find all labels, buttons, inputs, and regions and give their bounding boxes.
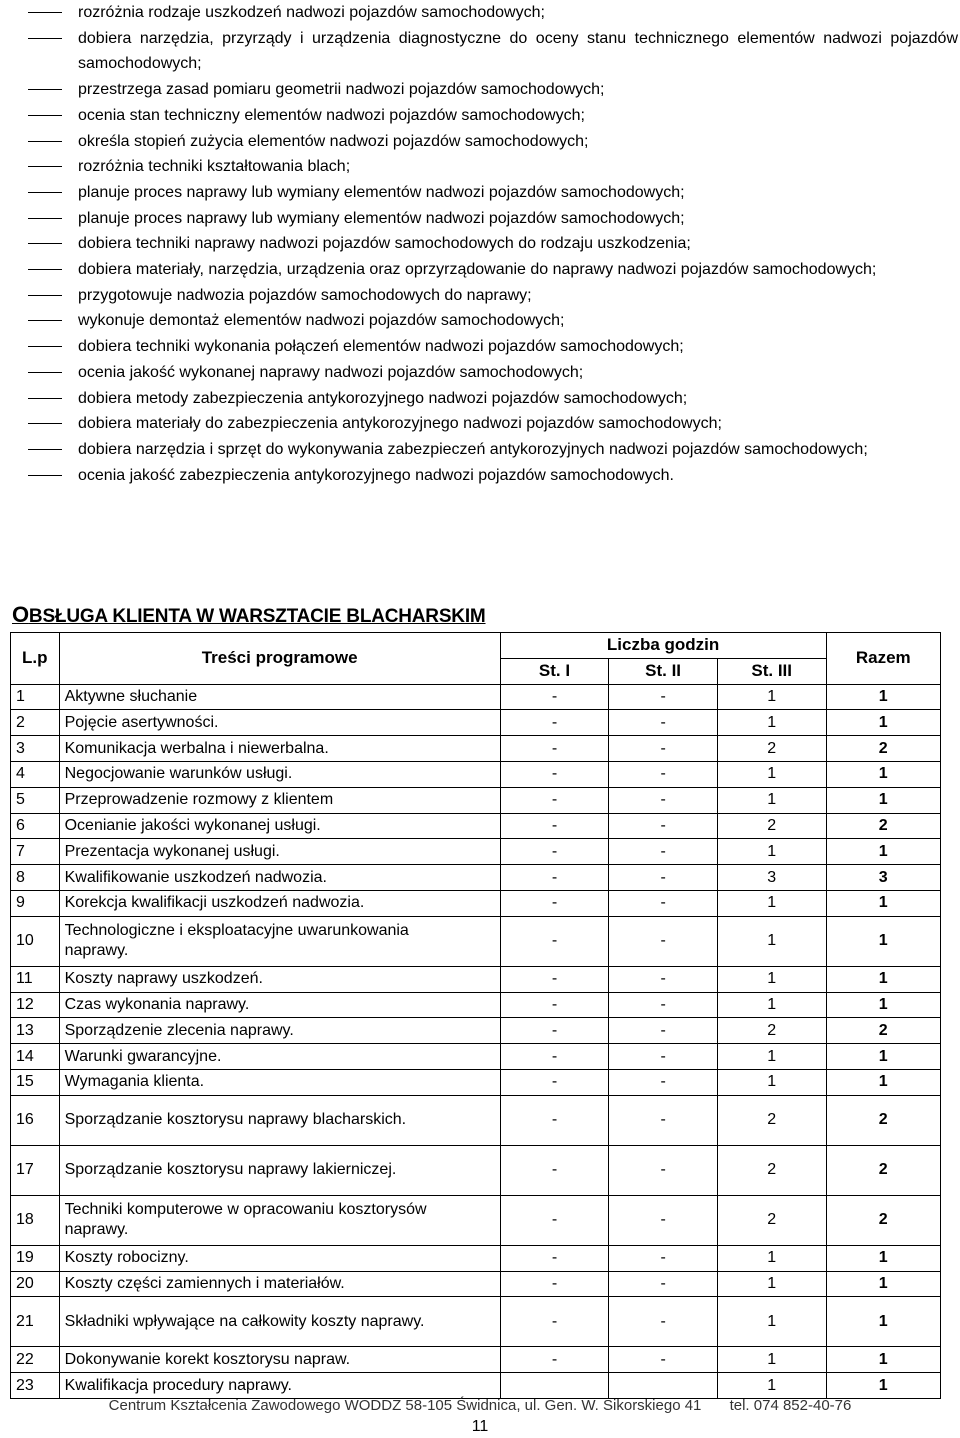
list-item-text: ocenia jakość zabezpieczenia antykorozyjnego nadwozi pojazdów samochodowych. <box>78 466 674 484</box>
cell-st3: 2 <box>717 1195 826 1245</box>
header-st1: St. I <box>500 658 609 684</box>
cell-title: Czas wykonania naprawy. <box>59 992 500 1018</box>
list-item-text: dobiera narzędzia i sprzęt do wykonywania zabezpieczeń antykorozyjnych nadwozi pojazdów samochodowych; <box>78 440 868 458</box>
cell-lp: 17 <box>11 1145 60 1195</box>
cell-st1: - <box>500 1195 609 1245</box>
dash-bullet-icon <box>28 192 62 193</box>
table-row <box>11 1297 941 1347</box>
cell-st1: - <box>500 1297 609 1347</box>
cell-title: Kwalifikowanie uszkodzeń nadwozia. <box>59 865 500 891</box>
cell-title: Kwalifikacja procedury naprawy. <box>59 1373 500 1399</box>
cell-lp: 16 <box>11 1095 60 1145</box>
cell-st3: 1 <box>717 890 826 916</box>
dash-bullet-icon <box>28 398 62 399</box>
list-item <box>28 26 958 77</box>
cell-total: 1 <box>826 1297 940 1347</box>
cell-total: 2 <box>826 1095 940 1145</box>
cell-total: 1 <box>826 710 940 736</box>
cell-st2: - <box>609 1018 718 1044</box>
cell-st2: - <box>609 710 718 736</box>
dash-bullet-icon <box>28 38 62 39</box>
cell-st2: - <box>609 839 718 865</box>
list-item <box>28 437 958 463</box>
cell-total: 2 <box>826 1195 940 1245</box>
cell-st1: - <box>500 1145 609 1195</box>
table-body <box>11 684 941 1398</box>
header-total: Razem <box>826 633 940 685</box>
dash-bullet-icon <box>28 243 62 244</box>
cell-st2: - <box>609 1347 718 1373</box>
dash-bullet-icon <box>28 89 62 90</box>
cell-title: Dokonywanie korekt kosztorysu napraw. <box>59 1347 500 1373</box>
dash-bullet-icon <box>28 295 62 296</box>
cell-lp: 13 <box>11 1018 60 1044</box>
cell-title: Technologiczne i eksploatacyjne uwarunkowania naprawy. <box>59 916 500 966</box>
cell-st1: - <box>500 865 609 891</box>
list-item-text: ocenia stan techniczny elementów nadwozi pojazdów samochodowych; <box>78 106 585 124</box>
cell-title: Wymagania klienta. <box>59 1069 500 1095</box>
table-row <box>11 916 941 966</box>
table-row <box>11 1245 941 1271</box>
list-item <box>28 360 958 386</box>
cell-title: Aktywne słuchanie <box>59 684 500 710</box>
cell-lp: 6 <box>11 813 60 839</box>
cell-lp: 3 <box>11 736 60 762</box>
cell-st2: - <box>609 1245 718 1271</box>
table-header-row <box>11 633 941 659</box>
cell-st2: - <box>609 684 718 710</box>
cell-lp: 2 <box>11 710 60 736</box>
learning-outcomes-list <box>28 0 958 488</box>
cell-st2: - <box>609 865 718 891</box>
list-item-text: dobiera techniki wykonania połączeń elementów nadwozi pojazdów samochodowych; <box>78 338 684 356</box>
cell-st2: - <box>609 966 718 992</box>
table-row <box>11 839 941 865</box>
header-hours: Liczba godzin <box>500 633 826 659</box>
cell-st1: - <box>500 1095 609 1145</box>
section-heading-text: BSŁUGA KLIENTA W WARSZTACIE BLACHARSKIM <box>28 606 486 627</box>
cell-lp: 19 <box>11 1245 60 1271</box>
cell-title: Koszty części zamiennych i materiałów. <box>59 1271 500 1297</box>
cell-lp: 11 <box>11 966 60 992</box>
list-item <box>28 103 958 129</box>
table-row <box>11 992 941 1018</box>
list-item <box>28 77 958 103</box>
table-row <box>11 1095 941 1145</box>
list-item-text: dobiera narzędzia, przyrządy i urządzenia diagnostyczne do oceny stanu technicznego elementów nadwozi pojazdów samochodowych; <box>78 29 958 73</box>
cell-st2: - <box>609 1195 718 1245</box>
cell-st1: - <box>500 992 609 1018</box>
cell-st2: - <box>609 813 718 839</box>
cell-st2: - <box>609 1095 718 1145</box>
cell-st3: 1 <box>717 1297 826 1347</box>
cell-st3: 1 <box>717 1044 826 1070</box>
cell-st2: - <box>609 1297 718 1347</box>
list-item <box>28 283 958 309</box>
cell-st1: - <box>500 684 609 710</box>
dash-bullet-icon <box>28 115 62 116</box>
cell-title: Pojęcie asertywności. <box>59 710 500 736</box>
cell-st3: 1 <box>717 839 826 865</box>
dash-bullet-icon <box>28 141 62 142</box>
cell-st3: 2 <box>717 813 826 839</box>
list-item-text: ocenia jakość wykonanej naprawy nadwozi pojazdów samochodowych; <box>78 363 584 381</box>
cell-st2: - <box>609 992 718 1018</box>
list-item-text: przestrzega zasad pomiaru geometrii nadwozi pojazdów samochodowych; <box>78 81 605 99</box>
cell-st3: 2 <box>717 1145 826 1195</box>
cell-st3: 1 <box>717 916 826 966</box>
table-row <box>11 684 941 710</box>
list-item <box>28 411 958 437</box>
cell-st3: 2 <box>717 1095 826 1145</box>
cell-title: Korekcja kwalifikacji uszkodzeń nadwozia. <box>59 890 500 916</box>
section-heading-initial: O <box>12 602 29 627</box>
cell-st1: - <box>500 1044 609 1070</box>
cell-lp: 15 <box>11 1069 60 1095</box>
dash-bullet-icon <box>28 269 62 270</box>
cell-lp: 22 <box>11 1347 60 1373</box>
cell-total: 2 <box>826 813 940 839</box>
curriculum-table <box>10 632 941 1399</box>
list-item <box>28 154 958 180</box>
cell-st1: - <box>500 710 609 736</box>
cell-st2: - <box>609 1145 718 1195</box>
cell-st3: 1 <box>717 684 826 710</box>
dash-bullet-icon <box>28 12 62 13</box>
cell-st1: - <box>500 916 609 966</box>
page-number: 11 <box>471 1418 489 1435</box>
table-row <box>11 1069 941 1095</box>
list-item-text: określa stopień zużycia elementów nadwozi pojazdów samochodowych; <box>78 132 589 150</box>
list-item-text: planuje proces naprawy lub wymiany elementów nadwozi pojazdów samochodowych; <box>78 209 685 227</box>
list-item-text: dobiera metody zabezpieczenia antykorozyjnego nadwozi pojazdów samochodowych; <box>78 389 688 407</box>
dash-bullet-icon <box>28 166 62 167</box>
cell-lp: 14 <box>11 1044 60 1070</box>
list-item-text: przygotowuje nadwozia pojazdów samochodowych do naprawy; <box>78 286 532 304</box>
dash-bullet-icon <box>28 372 62 373</box>
cell-st1: - <box>500 1018 609 1044</box>
table-row <box>11 966 941 992</box>
list-item-text: rozróżnia techniki kształtowania blach; <box>78 158 351 176</box>
table-row <box>11 787 941 813</box>
cell-st2: - <box>609 1271 718 1297</box>
cell-st3: 2 <box>717 736 826 762</box>
cell-st2 <box>609 1373 718 1399</box>
cell-title: Sporządzanie kosztorysu naprawy blacharskich. <box>59 1095 500 1145</box>
table-row <box>11 1145 941 1195</box>
table-row <box>11 813 941 839</box>
section-heading <box>12 602 486 628</box>
cell-total: 1 <box>826 1245 940 1271</box>
list-item-text: dobiera techniki naprawy nadwozi pojazdów samochodowych do rodzaju uszkodzenia; <box>78 235 691 253</box>
cell-lp: 4 <box>11 761 60 787</box>
table-row <box>11 761 941 787</box>
list-item <box>28 129 958 155</box>
cell-total: 3 <box>826 865 940 891</box>
cell-st1: - <box>500 787 609 813</box>
cell-st1 <box>500 1373 609 1399</box>
cell-lp: 18 <box>11 1195 60 1245</box>
list-item <box>28 257 958 283</box>
cell-st3: 1 <box>717 1347 826 1373</box>
dash-bullet-icon <box>28 320 62 321</box>
cell-total: 1 <box>826 1069 940 1095</box>
cell-total: 1 <box>826 787 940 813</box>
header-st2: St. II <box>609 658 718 684</box>
list-item <box>28 180 958 206</box>
dash-bullet-icon <box>28 475 62 476</box>
list-item-text: wykonuje demontaż elementów nadwozi pojazdów samochodowych; <box>78 312 565 330</box>
cell-st1: - <box>500 1347 609 1373</box>
cell-lp: 5 <box>11 787 60 813</box>
cell-st3: 1 <box>717 992 826 1018</box>
cell-st3: 1 <box>717 787 826 813</box>
list-item-text: planuje proces naprawy lub wymiany elementów nadwozi pojazdów samochodowych; <box>78 183 685 201</box>
cell-st2: - <box>609 736 718 762</box>
table-row <box>11 1373 941 1399</box>
cell-title: Komunikacja werbalna i niewerbalna. <box>59 736 500 762</box>
cell-lp: 10 <box>11 916 60 966</box>
list-item-text: rozróżnia rodzaje uszkodzeń nadwozi pojazdów samochodowych; <box>78 4 545 21</box>
cell-st1: - <box>500 761 609 787</box>
cell-st1: - <box>500 1069 609 1095</box>
cell-title: Przeprowadzenie rozmowy z klientem <box>59 787 500 813</box>
table-row <box>11 1347 941 1373</box>
cell-st3: 1 <box>717 1271 826 1297</box>
cell-lp: 12 <box>11 992 60 1018</box>
cell-st1: - <box>500 839 609 865</box>
cell-title: Ocenianie jakości wykonanej usługi. <box>59 813 500 839</box>
cell-st3: 3 <box>717 865 826 891</box>
cell-st2: - <box>609 761 718 787</box>
dash-bullet-icon <box>28 346 62 347</box>
cell-title: Negocjowanie warunków usługi. <box>59 761 500 787</box>
cell-st2: - <box>609 890 718 916</box>
cell-st2: - <box>609 916 718 966</box>
list-item <box>28 463 958 489</box>
cell-lp: 9 <box>11 890 60 916</box>
dash-bullet-icon <box>28 423 62 424</box>
cell-lp: 7 <box>11 839 60 865</box>
list-item <box>28 206 958 232</box>
table-row <box>11 1195 941 1245</box>
table-row <box>11 710 941 736</box>
cell-st3: 2 <box>717 1018 826 1044</box>
cell-st1: - <box>500 890 609 916</box>
list-item-text: dobiera materiały do zabezpieczenia antykorozyjnego nadwozi pojazdów samochodowych; <box>78 415 722 433</box>
cell-title: Prezentacja wykonanej usługi. <box>59 839 500 865</box>
cell-total: 1 <box>826 1347 940 1373</box>
list-item <box>28 308 958 334</box>
footer-phone: tel. 074 852-40-76 <box>729 1397 852 1414</box>
cell-title: Sporządzanie kosztorysu naprawy lakierniczej. <box>59 1145 500 1195</box>
table-row <box>11 1044 941 1070</box>
header-lp: L.p <box>11 633 60 685</box>
cell-title: Koszty robocizny. <box>59 1245 500 1271</box>
footer-org: Centrum Kształcenia Zawodowego WODDZ 58-105 Świdnica, ul. Gen. W. Sikorskiego 41 <box>108 1397 702 1414</box>
cell-st1: - <box>500 813 609 839</box>
cell-st2: - <box>609 1069 718 1095</box>
table-row <box>11 1271 941 1297</box>
header-content: Treści programowe <box>59 633 500 685</box>
cell-lp: 23 <box>11 1373 60 1399</box>
cell-st3: 1 <box>717 966 826 992</box>
cell-lp: 8 <box>11 865 60 891</box>
cell-title: Warunki gwarancyjne. <box>59 1044 500 1070</box>
cell-total: 1 <box>826 839 940 865</box>
cell-total: 1 <box>826 1373 940 1399</box>
cell-lp: 1 <box>11 684 60 710</box>
cell-title: Techniki komputerowe w opracowaniu kosztorysów naprawy. <box>59 1195 500 1245</box>
cell-st1: - <box>500 1245 609 1271</box>
list-item <box>28 334 958 360</box>
cell-total: 1 <box>826 916 940 966</box>
cell-title: Składniki wpływające na całkowity koszty naprawy. <box>59 1297 500 1347</box>
dash-bullet-icon <box>28 449 62 450</box>
cell-total: 2 <box>826 736 940 762</box>
cell-total: 1 <box>826 761 940 787</box>
cell-st3: 1 <box>717 761 826 787</box>
table-row <box>11 890 941 916</box>
page-footer <box>0 1397 960 1414</box>
cell-st1: - <box>500 1271 609 1297</box>
list-item <box>28 386 958 412</box>
cell-total: 1 <box>826 684 940 710</box>
cell-st1: - <box>500 736 609 762</box>
cell-st3: 1 <box>717 710 826 736</box>
dash-bullet-icon <box>28 218 62 219</box>
list-item <box>28 231 958 257</box>
cell-total: 2 <box>826 1145 940 1195</box>
cell-title: Koszty naprawy uszkodzeń. <box>59 966 500 992</box>
cell-total: 1 <box>826 992 940 1018</box>
cell-title: Sporządzenie zlecenia naprawy. <box>59 1018 500 1044</box>
table-row <box>11 1018 941 1044</box>
cell-st2: - <box>609 1044 718 1070</box>
cell-st1: - <box>500 966 609 992</box>
cell-total: 1 <box>826 966 940 992</box>
cell-st3: 1 <box>717 1245 826 1271</box>
table-row <box>11 736 941 762</box>
cell-st3: 1 <box>717 1373 826 1399</box>
list-item-text: dobiera materiały, narzędzia, urządzenia oraz oprzyrządowanie do naprawy nadwozi pojazdów samochodowych; <box>78 261 877 279</box>
cell-lp: 21 <box>11 1297 60 1347</box>
cell-total: 2 <box>826 1018 940 1044</box>
cell-total: 1 <box>826 890 940 916</box>
cell-total: 1 <box>826 1271 940 1297</box>
cell-lp: 20 <box>11 1271 60 1297</box>
list-item <box>28 0 958 26</box>
cell-st3: 1 <box>717 1069 826 1095</box>
table-row <box>11 865 941 891</box>
cell-total: 1 <box>826 1044 940 1070</box>
header-st3: St. III <box>717 658 826 684</box>
cell-st2: - <box>609 787 718 813</box>
